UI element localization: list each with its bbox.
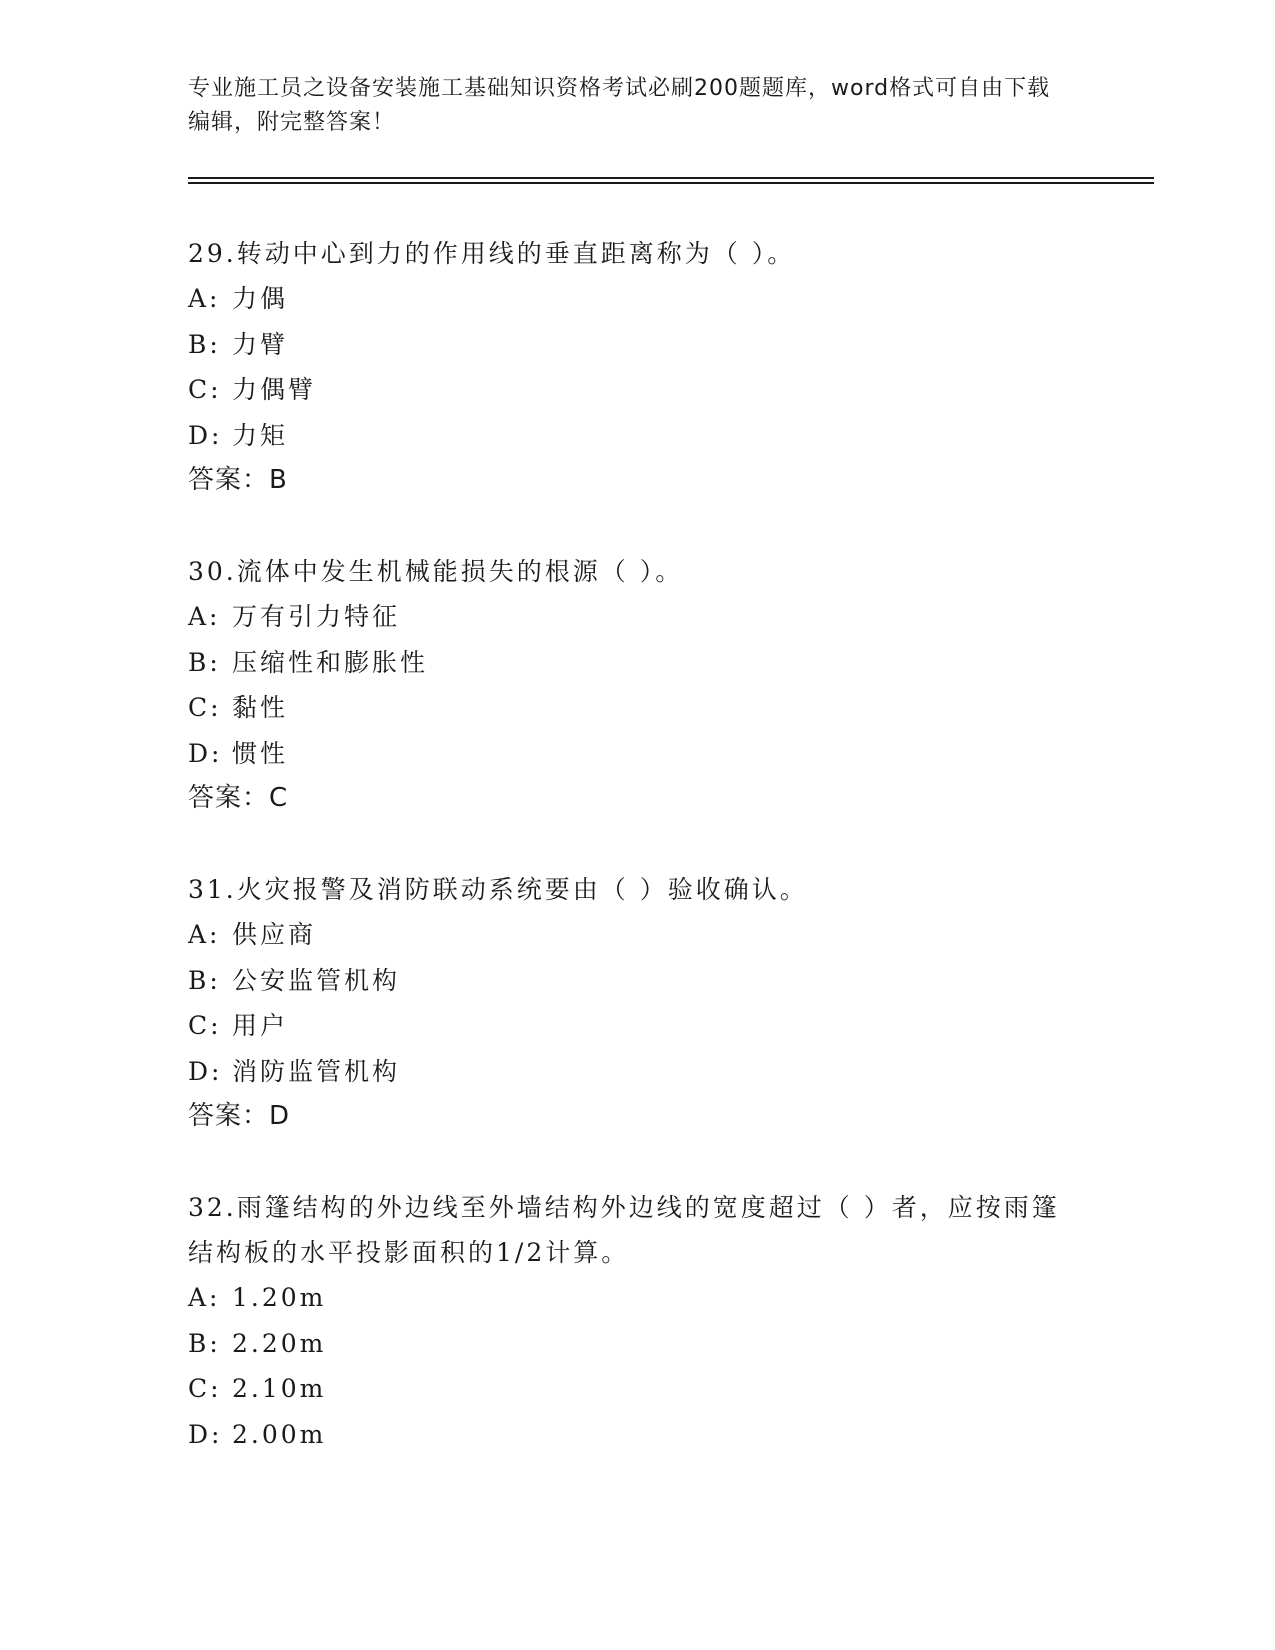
option-key: C: (188, 693, 222, 722)
option-key: D: (188, 1419, 223, 1449)
option-c (188, 1366, 1068, 1412)
option-b (188, 322, 1068, 368)
option-key: C: (188, 1011, 222, 1040)
option-key: A: (188, 602, 221, 631)
option-c (188, 685, 1068, 731)
option-text: 力偶臂 (232, 375, 317, 404)
option-d (188, 1049, 1068, 1095)
answer-line: 答案：B (188, 465, 288, 495)
question-30 (188, 549, 1068, 821)
question-stem: 32.雨篷结构的外边线至外墙结构外边线的宽度超过（ ）者，应按雨篷结构板的水平投影面积的1/2计算。 (188, 1193, 1060, 1267)
option-key: A: (188, 284, 221, 313)
question-list (188, 231, 1068, 1503)
option-d (188, 413, 1068, 459)
option-text: 2.00m (232, 1419, 327, 1449)
question-29 (188, 231, 1068, 503)
option-key: A: (188, 920, 221, 949)
question-31 (188, 867, 1068, 1139)
option-key: D: (188, 738, 223, 768)
option-a (188, 912, 1068, 958)
option-text: 压缩性和膨胀性 (232, 647, 429, 677)
option-key: B: (188, 329, 221, 359)
option-key: B: (188, 1328, 221, 1358)
option-b (188, 640, 1068, 686)
option-key: B: (188, 965, 221, 995)
option-key: B: (188, 647, 221, 677)
option-b (188, 1321, 1068, 1367)
option-key: A: (188, 1283, 221, 1312)
option-key: D: (188, 420, 223, 450)
option-text: 2.10m (232, 1374, 327, 1403)
option-c (188, 1003, 1068, 1049)
option-text: 用户 (232, 1011, 289, 1040)
option-a (188, 594, 1068, 640)
question-32 (188, 1185, 1068, 1457)
option-text: 万有引力特征 (232, 602, 401, 631)
header-divider-bottom (188, 182, 1154, 184)
option-text: 力臂 (232, 329, 289, 359)
option-key: D: (188, 1056, 223, 1086)
option-d (188, 1412, 1068, 1458)
option-a (188, 276, 1068, 322)
option-text: 1.20m (232, 1283, 327, 1312)
document-header: 专业施工员之设备安装施工基础知识资格考试必刷200题题库，word格式可自由下载编辑，附完整答案！ (188, 76, 1051, 135)
option-text: 2.20m (232, 1328, 327, 1358)
option-a (188, 1275, 1068, 1321)
question-stem: 29.转动中心到力的作用线的垂直距离称为（ ）。 (188, 239, 796, 268)
option-text: 供应商 (232, 920, 317, 949)
option-text: 力矩 (232, 420, 289, 450)
option-d (188, 731, 1068, 777)
option-text: 惯性 (232, 738, 289, 768)
header-divider-top (188, 177, 1154, 179)
question-stem: 30.流体中发生机械能损失的根源（ ）。 (188, 557, 684, 586)
answer-line: 答案：C (188, 783, 289, 813)
option-key: C: (188, 1374, 222, 1403)
option-b (188, 958, 1068, 1004)
option-key: C: (188, 375, 222, 404)
answer-line: 答案：D (188, 1101, 291, 1131)
option-text: 力偶 (232, 284, 289, 313)
option-text: 黏性 (232, 693, 289, 722)
question-stem: 31.火灾报警及消防联动系统要由（ ）验收确认。 (188, 875, 808, 904)
option-c (188, 367, 1068, 413)
option-text: 公安监管机构 (232, 965, 401, 995)
option-text: 消防监管机构 (232, 1056, 401, 1086)
